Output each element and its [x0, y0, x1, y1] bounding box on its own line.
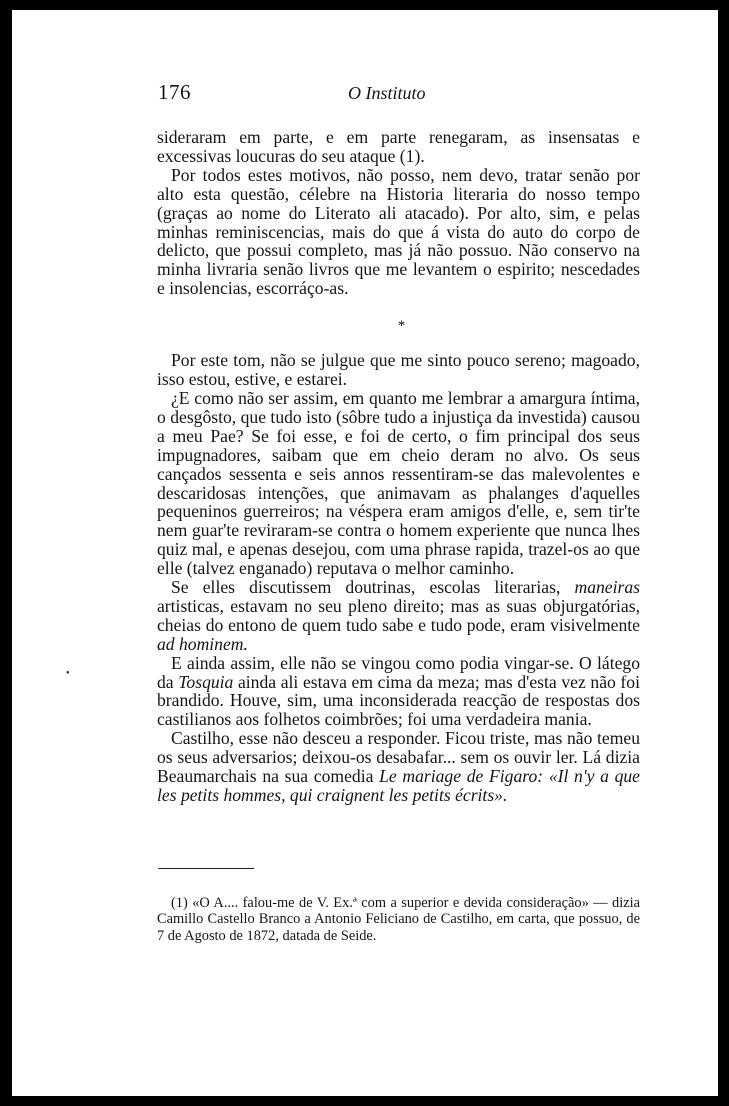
paragraph-5-italic-ad-hominem: ad hominem.	[157, 633, 248, 654]
paragraph-6-text-c: ainda ali estava em cima da meza; mas d'esta vez não foi brandido. Houve, sim, uma inconsiderada reacção de respostas dos castilianos aos folhetos coimbrões; foi uma verdadeira mania.	[157, 671, 640, 730]
paragraph-1: sideraram em parte, e em parte renegaram, as insensatas e excessivas loucuras do seu ataque (1).	[157, 127, 640, 166]
paragraph-5-text-a: Se elles discutissem doutrinas, escolas literarias,	[171, 577, 575, 598]
footnote	[157, 895, 640, 944]
paragraph-6-text-a: E ainda assim, elle não se vingou como podia vingar-se. O látego da	[157, 652, 640, 692]
paragraph-3: Por este tom, não se julgue que me sinto pouco sereno; magoado, isso estou, estive, e estarei.	[157, 350, 640, 390]
running-title: O Instituto	[348, 83, 426, 103]
paragraph-4: ¿E como não ser assim, em quanto me lembrar a amargura íntima, o desgôsto, que tudo isto (sôbre tudo a injustiça da investida) causou a meu Pae? Se foi esse, e foi de certo, o fim principal dos seus impugnadores, saibam que em cheio deram no alvo. Os seus cançados sessenta e seis annos ressentiram-se das malevolentes e descaridosas intenções, que animavam as phalanges d'aquelles pequeninos guerreiros; na véspera eram amigos d'elle, e, sem tir'te nem guar'te reviraram-se contra o homem experiente que nunca lhes quiz mal, e apenas desejou, com uma phrase rapida, trazel-os ao que elle (talvez enganado) reputava o melhor caminho.	[157, 387, 640, 579]
paragraph-7-italic-quote: Le mariage de Figaro: «Il n'y a que les petits hommes, qui craignent les petits écrits».	[157, 766, 640, 805]
footnote-rule	[158, 868, 254, 869]
section-separator: *	[397, 318, 406, 335]
paragraph-2: Por todos estes motivos, não posso, nem devo, tratar senão por alto esta questão, célebre na Historia literaria do nosso tempo (graças ao nome do Literato ali atacado). Por alto, sim, e pelas minhas reminiscencias, mais do que á vista do auto do corpo de delicto, que possui completo, mas já não possuo. Não conservo na minha livraria senão livros que me levantem o espirito; nescedades e insolencias, escorráço-as.	[157, 164, 640, 299]
paragraph-5-italic-maneiras: maneiras	[574, 577, 640, 598]
book-page	[12, 10, 718, 1096]
paragraph-5-text-c: artisticas, estavam no seu pleno direito; mas as suas objurgatórias, cheias do entono de quem tudo sabe e tudo pode, eram visivelmente	[157, 595, 640, 635]
body-text	[157, 128, 640, 805]
page-number: 176	[158, 80, 191, 104]
margin-mark: •	[66, 668, 70, 679]
paragraph-5	[157, 578, 640, 654]
paragraph-6	[157, 654, 640, 730]
paragraph-7-text-a: Castilho, esse não desceu a responder. Ficou triste, mas não temeu os seus adversarios; deixou-os desabafar... sem os ouvir ler. Lá dizia Beaumarchais na sua comedia	[157, 728, 640, 787]
footnote-text: (1) «O A.... falou-me de V. Ex.ª com a superior e devida consideração» — dizia Camillo Castello Branco a Antonio Feliciano de Castilho, em carta, que possuo, de 7 de Agosto de 1872, datada de Seide.	[157, 895, 640, 944]
paragraph-6-italic-tosquia: Tosquia	[178, 671, 234, 692]
paragraph-7	[157, 729, 640, 805]
page-header	[158, 80, 638, 110]
